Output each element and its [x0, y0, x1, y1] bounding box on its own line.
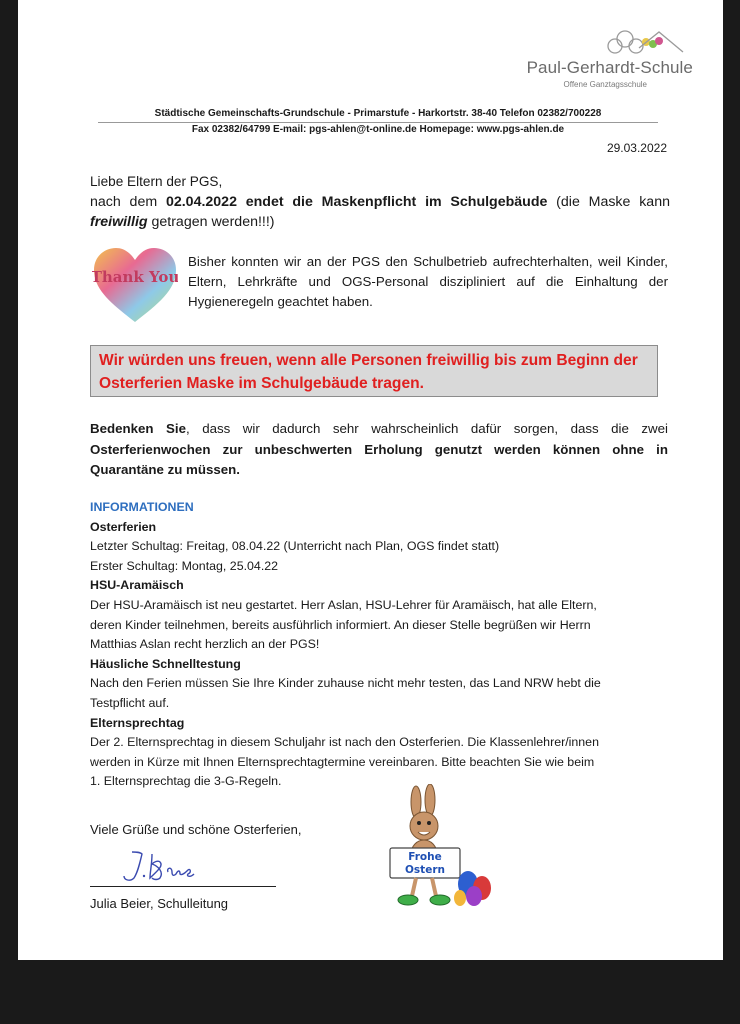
announcement-italic: freiwillig [90, 214, 148, 230]
info-subheading: Häusliche Schnelltestung [90, 656, 241, 671]
info-block-elternsprechtag [90, 714, 690, 792]
consider-bold: Bedenken Sie [90, 421, 187, 436]
greeting-paragraph [90, 172, 670, 232]
closing-line: Viele Grüße und schöne Osterferien, [90, 822, 302, 837]
letterhead [98, 107, 658, 137]
signature-line [90, 886, 276, 887]
thank-you-heart-image [92, 246, 178, 324]
info-subheading: Osterferien [90, 519, 157, 534]
letterhead-contact: Fax 02382/64799 E-mail: pgs-ahlen@t-online.de Homepage: www.pgs-ahlen.de [191, 124, 565, 135]
information-heading: INFORMATIONEN [90, 500, 194, 514]
info-line: werden in Kürze mit Ihnen Elternsprechtagtermine vereinbaren. Bitte beachten Sie wie beim [90, 754, 595, 769]
bunny-sign-line1: Frohe [408, 851, 442, 863]
info-line: Letzter Schultag: Freitag, 08.04.22 (Unterricht nach Plan, OGS findet statt) [90, 539, 500, 554]
mask-announcement [90, 192, 670, 232]
salutation: Liebe Eltern der PGS, [90, 174, 223, 189]
signer-name: Julia Beier, Schulleitung [90, 896, 229, 911]
school-name: Paul-Gerhardt-Schule [526, 58, 693, 77]
consider-text: , dass wir dadurch sehr wahrscheinlich dafür sorgen, dass die zwei [186, 421, 668, 436]
info-line: Matthias Aslan recht herzlich an der PGS! [90, 637, 320, 652]
letter-page [18, 0, 723, 960]
info-line: Testpflicht auf. [90, 695, 170, 710]
consider-bold-end: Osterferienwochen zur unbeschwerten Erholung genutzt werden können ohne in Quarantäne zu müssen. [90, 441, 668, 477]
announcement-bold: 02.04.2022 endet die Maskenpflicht im Schulgebäude [165, 194, 548, 210]
handwritten-signature [114, 846, 234, 886]
info-subheading: Elternsprechtag [90, 715, 185, 730]
bunny-sign-line2: Ostern [405, 864, 445, 876]
info-block-hsu [90, 576, 690, 654]
school-logo [493, 26, 693, 98]
announcement-text: getragen werden!!!) [147, 214, 275, 230]
information-section [90, 498, 690, 792]
info-line: 1. Elternsprechtag die 3-G-Regeln. [90, 774, 282, 789]
info-line: Der 2. Elternsprechtag in diesem Schuljahr ist nach den Osterferien. Die Klassenlehrer/innen [90, 735, 599, 750]
consider-paragraph [90, 419, 668, 481]
letterhead-address: Städtische Gemeinschafts-Grundschule - Primarstufe - Harkortstr. 38-40 Telefon 02382/700228 [154, 108, 602, 119]
info-line: Der HSU-Aramäisch ist neu gestartet. Herr Aslan, HSU-Lehrer für Aramäisch, hat alle Eltern, [90, 597, 597, 612]
info-subheading: HSU-Aramäisch [90, 578, 184, 593]
school-subtitle: Offene Ganztagsschule [563, 80, 647, 89]
announcement-text: (die Maske kann [547, 194, 670, 210]
announcement-text: nach dem [90, 194, 166, 210]
info-line: Nach den Ferien müssen Sie Ihre Kinder zuhause nicht mehr testen, das Land NRW hebt die [90, 676, 601, 691]
intro-paragraph: Bisher konnten wir an der PGS den Schulbetrieb aufrechterhalten, weil Kinder, Eltern, Lehrkräfte und OGS-Personal diszipliniert auf die Einhaltung der Hygieneregeln geachtet haben. [188, 254, 668, 309]
letter-date: 29.03.2022 [606, 141, 667, 155]
highlighted-request-box: Wir würden uns freuen, wenn alle Personen freiwillig bis zum Beginn der Osterferien Maske im Schulgebäude tragen. [90, 345, 658, 397]
easter-bunny-image [370, 784, 500, 914]
info-line: Erster Schultag: Montag, 25.04.22 [90, 558, 279, 573]
info-line: deren Kinder teilnehmen, bereits ausführlich informiert. An dieser Stelle begrüßen wir Herrn [90, 617, 591, 632]
info-block-osterferien [90, 518, 690, 577]
heart-label: Thank You [92, 268, 178, 286]
info-block-schnelltestung [90, 655, 690, 714]
